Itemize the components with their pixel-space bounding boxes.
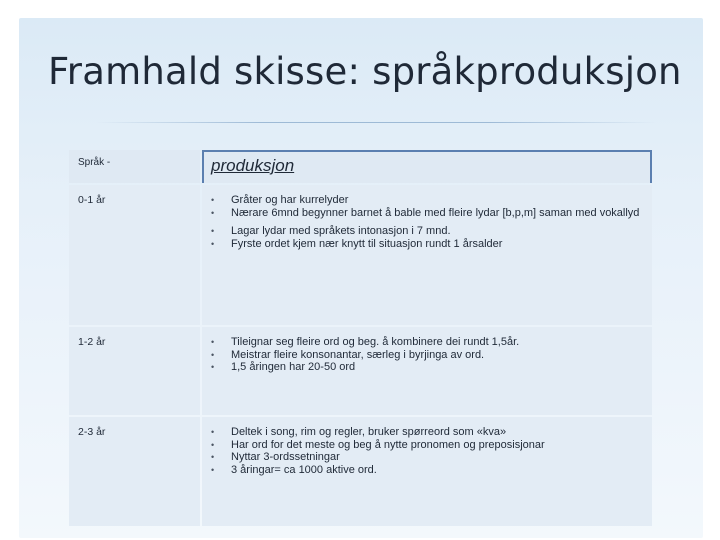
table-row — [69, 327, 652, 415]
description-cell — [202, 417, 652, 526]
list-item: • 1,5 åringen har 20-50 ord — [211, 361, 356, 373]
age-cell — [69, 327, 200, 415]
bullet-icon: • — [211, 439, 215, 450]
bullet-icon: • — [211, 452, 215, 462]
bullet-icon: • — [211, 337, 215, 347]
table-row — [69, 185, 652, 325]
slide-title: Framhald skisse: språkproduksjon — [48, 50, 682, 93]
list-item: • 3 åringar= ca 1000 aktive ord. — [211, 463, 377, 476]
list-item: • Nyttar 3-ordssetningar — [211, 451, 340, 463]
bullet-icon: • — [211, 207, 215, 218]
language-production-table — [69, 150, 652, 526]
header-label-language: Språk - — [78, 157, 111, 168]
header-label-production: produksjon — [211, 156, 295, 175]
milestone-list — [208, 336, 648, 374]
age-label: 2-3 år — [78, 426, 106, 438]
list-item: • Tileignar seg fleire ord og beg. å kombinere dei rundt 1,5år. — [211, 336, 520, 348]
description-cell — [202, 327, 652, 415]
header-cell-production — [202, 150, 652, 183]
list-item: • Meistrar fleire konsonantar, særleg i byrjinga av ord. — [211, 348, 485, 361]
bullet-icon: • — [211, 349, 215, 360]
list-item: • Deltek i song, rim og regler, bruker spørreord som «kva» — [211, 426, 507, 438]
age-cell — [69, 417, 200, 526]
table-row — [69, 417, 652, 526]
milestone-list — [208, 194, 648, 256]
description-cell — [202, 185, 652, 325]
title-divider — [96, 122, 656, 123]
list-item: • Nærare 6mnd begynner barnet å bable med fleire lydar [b,p,m] saman med vokallyd — [211, 206, 640, 219]
bullet-icon: • — [211, 464, 215, 475]
list-item: • Fyrste ordet kjem nær knytt til situasjon rundt 1 årsalder — [211, 237, 503, 250]
table-header-row — [69, 150, 652, 183]
list-item: • Har ord for det meste og beg å nytte pronomen og preposisjonar — [211, 438, 545, 451]
bullet-icon: • — [211, 195, 215, 205]
bullet-icon: • — [211, 238, 215, 249]
bullet-icon: • — [211, 362, 215, 372]
age-label: 1-2 år — [78, 336, 106, 348]
bullet-icon: • — [211, 226, 215, 236]
age-label: 0-1 år — [78, 194, 106, 206]
bullet-icon: • — [211, 427, 215, 437]
age-cell — [69, 185, 200, 325]
list-item: • Gråter og har kurrelyder — [211, 194, 349, 206]
list-item: • Lagar lydar med språkets intonasjon i 7 mnd. — [211, 225, 451, 237]
milestone-list — [208, 426, 648, 476]
header-cell-language — [69, 150, 200, 183]
